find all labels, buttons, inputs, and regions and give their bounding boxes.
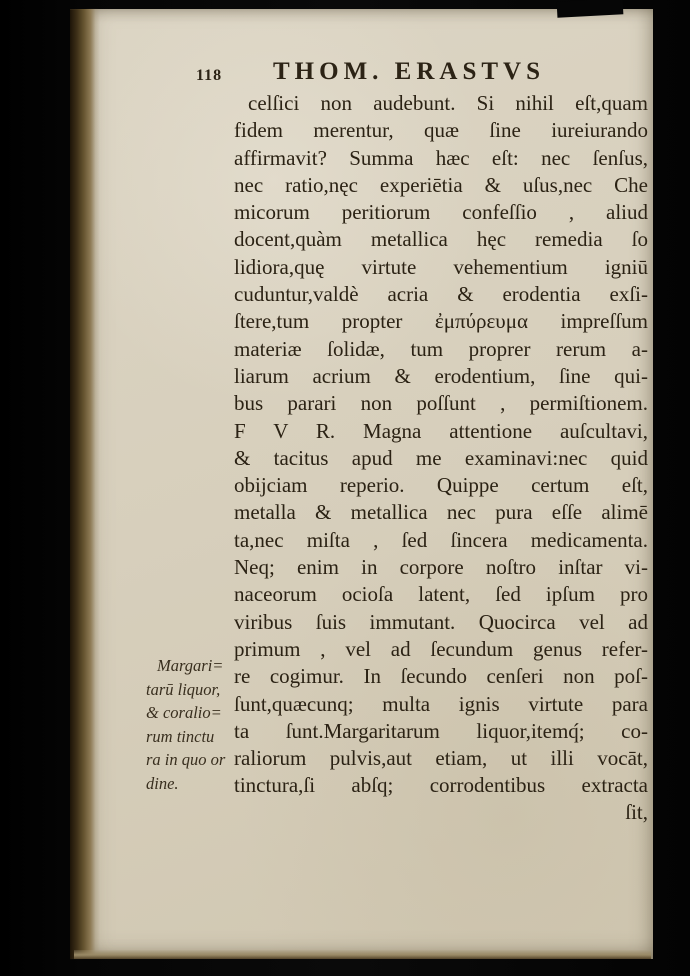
text-line: bus parari non poſſunt , permiſtionem. xyxy=(234,391,648,416)
text-line: re cogimur. In ſecundo cenſeri non poſ- xyxy=(234,664,648,689)
page-bottom-edge xyxy=(74,950,651,959)
text-line: ra in quo or xyxy=(146,750,226,770)
text-line: nec ratio,nęc experiētia & uſus,nec Che xyxy=(234,172,648,197)
text-line: ſtere,tum propter ἐμπύρευμα impreſſum xyxy=(234,309,648,334)
text-line: naceorum ocioſa latent, ſed ipſum pro xyxy=(234,582,648,607)
text-line: fidem merentur, quæ ſine iureiurando xyxy=(234,118,648,143)
text-line: lidiora,quę virtute vehementium igniū xyxy=(234,254,648,279)
page-header xyxy=(70,58,653,92)
text-line: cuduntur,valdè acria & erodentia exſi- xyxy=(234,282,648,307)
text-line: tinctura,ſi abſq; corrodentibus extracta xyxy=(234,773,648,798)
text-line: dine. xyxy=(146,773,179,793)
text-line: & tacitus apud me examinavi:nec quid xyxy=(234,445,648,470)
text-line: micorum peritiorum confeſſio , aliud xyxy=(234,200,648,225)
page-corner-shadow xyxy=(557,0,624,18)
text-line: tarū liquor, xyxy=(146,679,221,699)
text-line: liarum acrium & erodentium, ſine qui- xyxy=(234,363,648,388)
text-line: & coralio= xyxy=(146,703,222,723)
text-line: metalla & metallica nec pura eſſe alimē xyxy=(234,500,648,525)
running-title: THOM. ERASTVS xyxy=(273,58,545,85)
text-line: Neq; enim in corpore noſtro inſtar vi- xyxy=(234,555,648,580)
book-gutter-edge xyxy=(70,9,100,959)
page-number: 118 xyxy=(196,67,223,84)
body-text xyxy=(234,90,648,800)
text-line: raliorum pulvis,aut etiam, ut illi vocāt, xyxy=(234,746,648,771)
text-line: rum tinctu xyxy=(146,726,215,746)
text-line: ſunt,quæcunq; multa ignis virtute para xyxy=(234,691,648,716)
text-line: F V R. Magna attentione auſcultavi, xyxy=(234,418,648,443)
text-line: Margari= xyxy=(157,656,224,675)
book-page xyxy=(70,9,653,959)
text-line: obijciam reperio. Quippe certum eſt, xyxy=(234,473,648,498)
text-line: ta ſunt.Margaritarum liquor,itemq́; co- xyxy=(234,718,648,743)
text-line: ta,nec miſta , ſed ſincera medicamenta. xyxy=(234,527,648,552)
text-line: materiæ ſolidæ, tum proprer rerum a- xyxy=(234,336,648,361)
text-line: celſici non audebunt. Si nihil eſt,quam xyxy=(248,91,648,115)
text-line: viribus ſuis immutant. Quocirca vel ad xyxy=(234,609,648,634)
text-line: affirmavit? Summa hæc eſt: nec ſenſus, xyxy=(234,145,648,170)
text-line: primum , vel ad ſecundum genus refer- xyxy=(234,636,648,661)
catchword: ſit, xyxy=(625,800,648,824)
text-line: docent,quàm metallica hęc remedia ſo xyxy=(234,227,648,252)
